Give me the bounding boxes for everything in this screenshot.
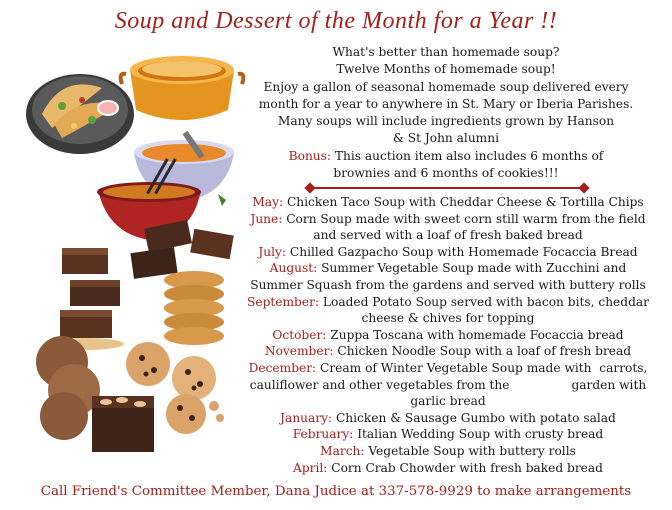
bonus-text: This auction item also includes 6 months of <box>334 148 604 163</box>
month-description: Vegetable Soup with buttery rolls <box>368 443 576 458</box>
month-description: Loaded Potato Soup served with bacon bits, cheddar <box>322 294 649 309</box>
bonus-line-2: brownies and 6 months of cookies!!! <box>333 166 559 181</box>
month-entry-line <box>236 393 660 410</box>
month-label: November: <box>264 344 334 359</box>
bonus-label: Bonus: <box>288 148 332 163</box>
intro-block <box>250 44 642 182</box>
month-description: Cream of Winter Vegetable Soup made with carrots, <box>320 360 648 375</box>
month-entry-line <box>236 244 660 261</box>
month-description: Summer Squash from the gardens and served with buttery rolls <box>250 277 646 292</box>
month-entry-line <box>236 194 660 211</box>
bonus-line <box>250 148 642 165</box>
month-label: July: <box>258 244 287 259</box>
month-description: garlic bread <box>410 394 486 409</box>
month-label: May: <box>252 195 284 209</box>
month-description: cauliflower and other vegetables from the garden with <box>249 377 647 392</box>
month-entry-line <box>236 260 660 277</box>
intro-line: Enjoy a gallon of seasonal homemade soup delivered every <box>263 79 629 94</box>
divider <box>309 184 585 192</box>
month-label: August: <box>269 261 318 276</box>
month-entry-line <box>236 294 660 311</box>
month-label: September: <box>247 294 320 309</box>
month-entry-line <box>236 426 660 443</box>
month-description: Corn Crab Chowder with fresh baked bread <box>331 460 603 475</box>
month-entry-line <box>236 343 660 360</box>
month-entry-line <box>236 227 660 244</box>
intro-line: What's better than homemade soup? <box>332 45 560 59</box>
taco-plate-image <box>26 74 134 154</box>
month-label: March: <box>320 443 365 458</box>
month-label: June: <box>250 211 283 226</box>
month-entry-line <box>236 211 660 228</box>
month-description: Chicken & Sausage Gumbo with potato salad <box>335 410 616 425</box>
month-description: Summer Vegetable Soup made with Zucchini and <box>321 261 627 276</box>
month-entry-line <box>236 360 660 377</box>
monthly-menu-list <box>236 194 660 476</box>
month-entry-line <box>236 277 660 294</box>
contact-footer: Call Friend's Committee Member, Dana Judice at 337-578-9929 to make arrangements <box>40 484 632 499</box>
month-description: Italian Wedding Soup with crusty bread <box>357 427 604 442</box>
month-label: February: <box>292 427 354 442</box>
month-entry-line <box>236 460 660 477</box>
month-label: January: <box>280 410 333 425</box>
intro-line: & St John alumni <box>393 131 499 146</box>
month-description: Chicken Noodle Soup with a loaf of fresh bread <box>337 344 632 359</box>
month-entry-line <box>236 443 660 460</box>
orange-pot-image <box>121 56 244 120</box>
month-description: Chicken Taco Soup with Cheddar Cheese & Tortilla Chips <box>286 195 644 209</box>
month-label: December: <box>248 360 317 375</box>
month-label: October: <box>272 327 327 342</box>
month-label: April: <box>293 460 328 475</box>
intro-line: Many soups will include ingredients grown by Hanson <box>277 114 615 129</box>
month-description: Corn Soup made with sweet corn still warm from the field <box>286 211 646 226</box>
month-entry-line <box>236 310 660 327</box>
intro-line: month for a year to anywhere in St. Mary or Iberia Parishes. <box>258 96 634 111</box>
month-description: Chilled Gazpacho Soup with Homemade Focaccia Bread <box>289 244 638 259</box>
month-entry-line <box>236 327 660 344</box>
month-description: and served with a loaf of fresh baked bread <box>313 228 583 243</box>
food-illustration <box>22 44 252 484</box>
month-entry-line <box>236 377 660 394</box>
nut-brownie-image <box>92 396 154 452</box>
month-description: Zuppa Toscana with homemade Focaccia bread <box>330 327 624 342</box>
intro-line: Twelve Months of homemade soup! <box>336 62 556 77</box>
month-entry-line <box>236 410 660 427</box>
page-title: Soup and Dessert of the Month for a Year !! <box>114 8 558 34</box>
month-description: cheese & chives for topping <box>361 311 535 326</box>
